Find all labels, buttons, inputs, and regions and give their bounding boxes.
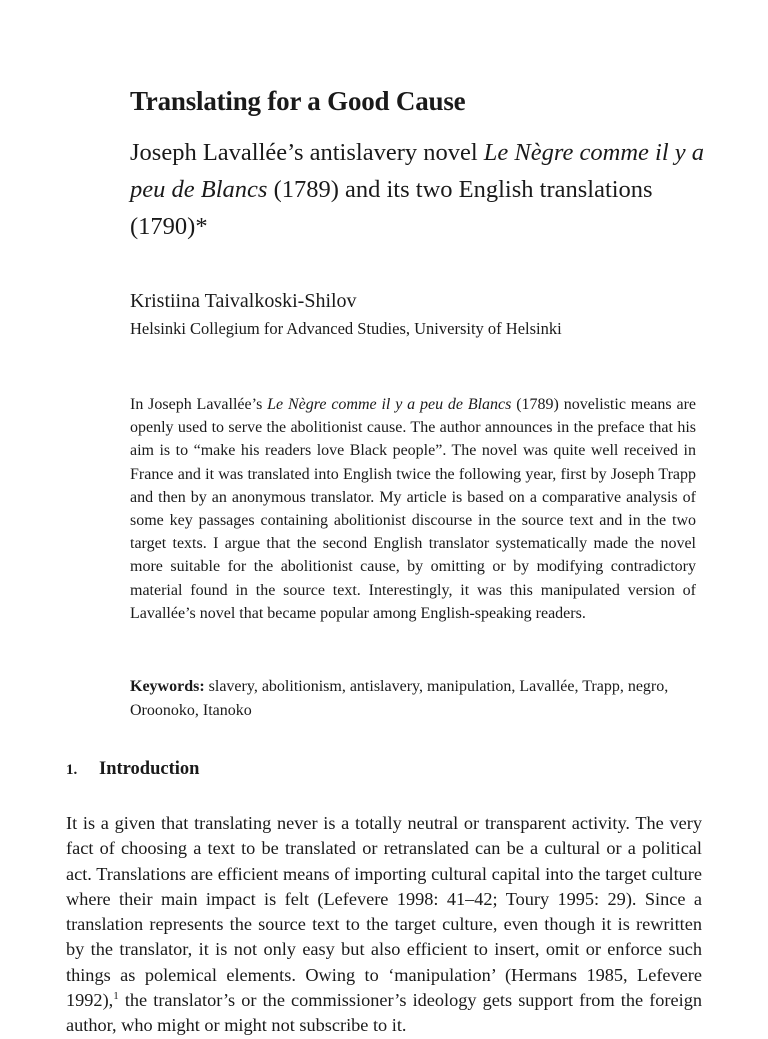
abstract-lead: In Joseph Lavallée’s bbox=[130, 396, 268, 413]
subtitle-novel-title: Le Nègre comme il y a peu de Blancs bbox=[130, 139, 704, 203]
abstract bbox=[130, 393, 696, 625]
keywords bbox=[130, 675, 696, 722]
keywords-label: Keywords: bbox=[130, 678, 205, 695]
section-title: Introduction bbox=[99, 759, 200, 779]
article-title: Translating for a Good Cause bbox=[130, 86, 466, 116]
paragraph-text-continued: the translator’s or the commissioner’s ideology gets support from the foreign author, who might or might not subscribe to it. bbox=[66, 990, 702, 1036]
keywords-list: slavery, abolitionism, antislavery, manipulation, Lavallée, Trapp, negro, Oroonoko, Itanoko bbox=[130, 678, 669, 719]
article-subtitle bbox=[130, 134, 710, 245]
subtitle-part-1: Joseph Lavallée’s antislavery novel bbox=[130, 139, 484, 166]
subtitle-part-2: (1789) and its two English translations (1790)* bbox=[130, 176, 653, 240]
footnote-marker[interactable]: 1 bbox=[113, 989, 119, 1002]
author-affiliation: Helsinki Collegium for Advanced Studies, University of Helsinki bbox=[130, 319, 562, 338]
paragraph-text: It is a given that translating never is a totally neutral or transparent activity. The very fact of choosing a text to be translated or retranslated can be a cultural or a political act. Translations are efficient means of importing cultural capital into the target culture where their main impact is felt (Lefevere 1998: 41–42; Toury 1995: 29). Since a translation represents the source text to the target culture, even though it is rewritten by the translator, it is not only easy but also efficient to insert, omit or enforce such things as polemical elements. Owing to ‘manipulation’ (Hermans 1985, Lefevere 1992), bbox=[66, 813, 702, 1011]
abstract-body: (1789) novelistic means are openly used to serve the abolitionist cause. The author announces in the preface that his aim is to “make his readers love Black people”. The novel was quite well received in France and it was translated into English twice the following year, first by Joseph Trapp and then by an anonymous translator. My article is based on a comparative analysis of some key passages containing abolitionist discourse in the source text and in the two target texts. I argue that the second English translator systematically made the novel more suitable for the abolitionist cause, by omitting or by modifying contradictory material found in the source text. Interestingly, it was this manipulated version of Lavallée’s novel that became popular among English-speaking readers. bbox=[130, 396, 697, 622]
section-number: 1. bbox=[66, 762, 78, 778]
abstract-novel-title: Le Nègre comme il y a peu de Blancs bbox=[267, 396, 512, 413]
section-heading bbox=[66, 759, 199, 780]
introduction-paragraph bbox=[66, 811, 702, 1039]
author-name: Kristiina Taivalkoski-Shilov bbox=[130, 290, 357, 312]
